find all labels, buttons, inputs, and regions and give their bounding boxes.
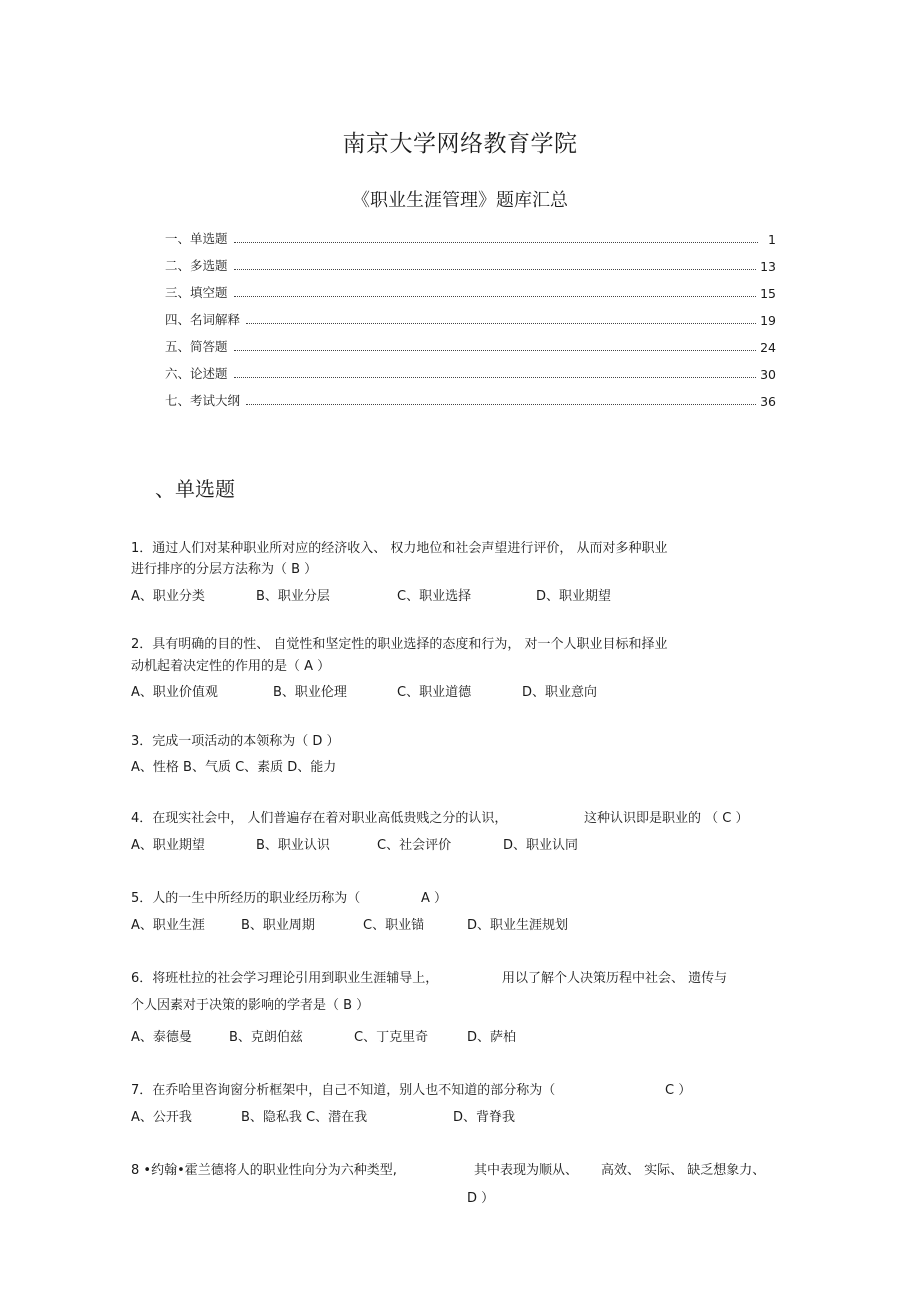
option-d: D、职业意向 xyxy=(522,685,598,700)
toc-page-number: 1 xyxy=(768,232,776,247)
toc-item[interactable] xyxy=(165,229,776,247)
question-stem: 4．在现实社会中， 人们普遍存在着对职业高低贵贱之分的认识， xyxy=(131,811,508,826)
question-stem: 高效、 实际、 缺乏想象力、 xyxy=(601,1163,766,1178)
option-b: B、克朗伯兹 xyxy=(229,1030,303,1045)
toc-leader-dots xyxy=(246,403,756,405)
question-stem: 这种认识即是职业的 （ C ） xyxy=(584,811,749,826)
toc-label: 一、单选题 xyxy=(165,231,228,246)
option-b: B、职业分层 xyxy=(256,589,330,604)
question-options: A、性格 B、气质 C、素质 D、能力 xyxy=(131,760,337,775)
question-stem: C ） xyxy=(665,1083,692,1098)
toc-leader-dots xyxy=(234,349,757,351)
question-stem: 其中表现为顺从、 xyxy=(474,1163,579,1178)
toc-label: 四、名词解释 xyxy=(165,312,241,327)
option-c: C、社会评价 xyxy=(377,838,452,853)
question-stem: 5．人的一生中所经历的职业经历称为（ xyxy=(131,891,361,906)
toc-item[interactable] xyxy=(165,256,776,274)
question-stem: 动机起着决定性的作用的是（ A ） xyxy=(131,659,331,674)
option-a: A、职业分类 xyxy=(131,589,205,604)
option-b: B、职业周期 xyxy=(241,918,315,933)
option-a: A、公开我 xyxy=(131,1110,192,1125)
question-stem: 7．在乔哈里咨询窗分析框架中，自己不知道，别人也不知道的部分称为（ xyxy=(131,1083,556,1098)
toc-item[interactable] xyxy=(165,310,776,328)
toc-label: 三、填空题 xyxy=(165,285,228,300)
page-title: 南京大学网络教育学院 xyxy=(342,131,578,157)
option-b: B、职业伦理 xyxy=(273,685,347,700)
toc-leader-dots xyxy=(234,295,757,297)
option-d: D、职业期望 xyxy=(536,589,612,604)
option-c: C、丁克里奇 xyxy=(354,1030,429,1045)
option-a: A、职业价值观 xyxy=(131,685,218,700)
option-c: C、职业锚 xyxy=(363,918,425,933)
toc-item[interactable] xyxy=(165,391,776,409)
question-stem: 个人因素对于决策的影响的学者是（ B ） xyxy=(131,998,370,1013)
question-stem: A ） xyxy=(421,891,448,906)
option-b-c: B、隐私我 C、潜在我 xyxy=(241,1110,368,1125)
toc-item[interactable] xyxy=(165,364,776,382)
toc-label: 五、简答题 xyxy=(165,339,228,354)
toc-leader-dots xyxy=(234,241,758,243)
toc-label: 七、考试大纲 xyxy=(165,393,241,408)
toc-page-number: 13 xyxy=(760,259,776,274)
toc-label: 六、论述题 xyxy=(165,366,228,381)
option-d: D、萨柏 xyxy=(467,1030,517,1045)
toc-leader-dots xyxy=(234,268,757,270)
question-stem: 3．完成一项活动的本领称为（ D ） xyxy=(131,734,340,749)
question-stem: 用以了解个人决策历程中社会、 遗传与 xyxy=(502,971,728,986)
page-subtitle: 《职业生涯管理》题库汇总 xyxy=(352,190,568,211)
toc-label: 二、多选题 xyxy=(165,258,228,273)
question-stem: 8 •约翰•霍兰德将人的职业性向分为六种类型, xyxy=(131,1163,397,1178)
option-a: A、职业生涯 xyxy=(131,918,205,933)
option-c: C、职业道德 xyxy=(397,685,472,700)
question-stem: 6．将班杜拉的社会学习理论引用到职业生涯辅导上， xyxy=(131,971,439,986)
toc-leader-dots xyxy=(234,376,757,378)
toc-page-number: 24 xyxy=(760,340,776,355)
option-c: C、职业选择 xyxy=(397,589,472,604)
toc-page-number: 30 xyxy=(760,367,776,382)
question-stem-cut-off: D ） xyxy=(467,1191,495,1206)
option-d: D、职业认同 xyxy=(503,838,579,853)
option-d: D、背脊我 xyxy=(453,1110,516,1125)
section-heading: 、单选题 xyxy=(155,477,235,501)
toc-page-number: 15 xyxy=(760,286,776,301)
option-b: B、职业认识 xyxy=(256,838,330,853)
option-a: A、泰德曼 xyxy=(131,1030,192,1045)
question-stem: 1．通过人们对某种职业所对应的经济收入、 权力地位和社会声望进行评价， 从而对多种职业 xyxy=(131,541,668,556)
option-d: D、职业生涯规划 xyxy=(467,918,569,933)
toc-item[interactable] xyxy=(165,337,776,355)
question-stem: 进行排序的分层方法称为（ B ） xyxy=(131,562,318,577)
option-a: A、职业期望 xyxy=(131,838,205,853)
toc-item[interactable] xyxy=(165,283,776,301)
toc-page-number: 19 xyxy=(760,313,776,328)
question-stem: 2．具有明确的目的性、 自觉性和坚定性的职业选择的态度和行为， 对一个人职业目标和择业 xyxy=(131,637,668,652)
toc-page-number: 36 xyxy=(760,394,776,409)
toc-leader-dots xyxy=(246,322,756,324)
